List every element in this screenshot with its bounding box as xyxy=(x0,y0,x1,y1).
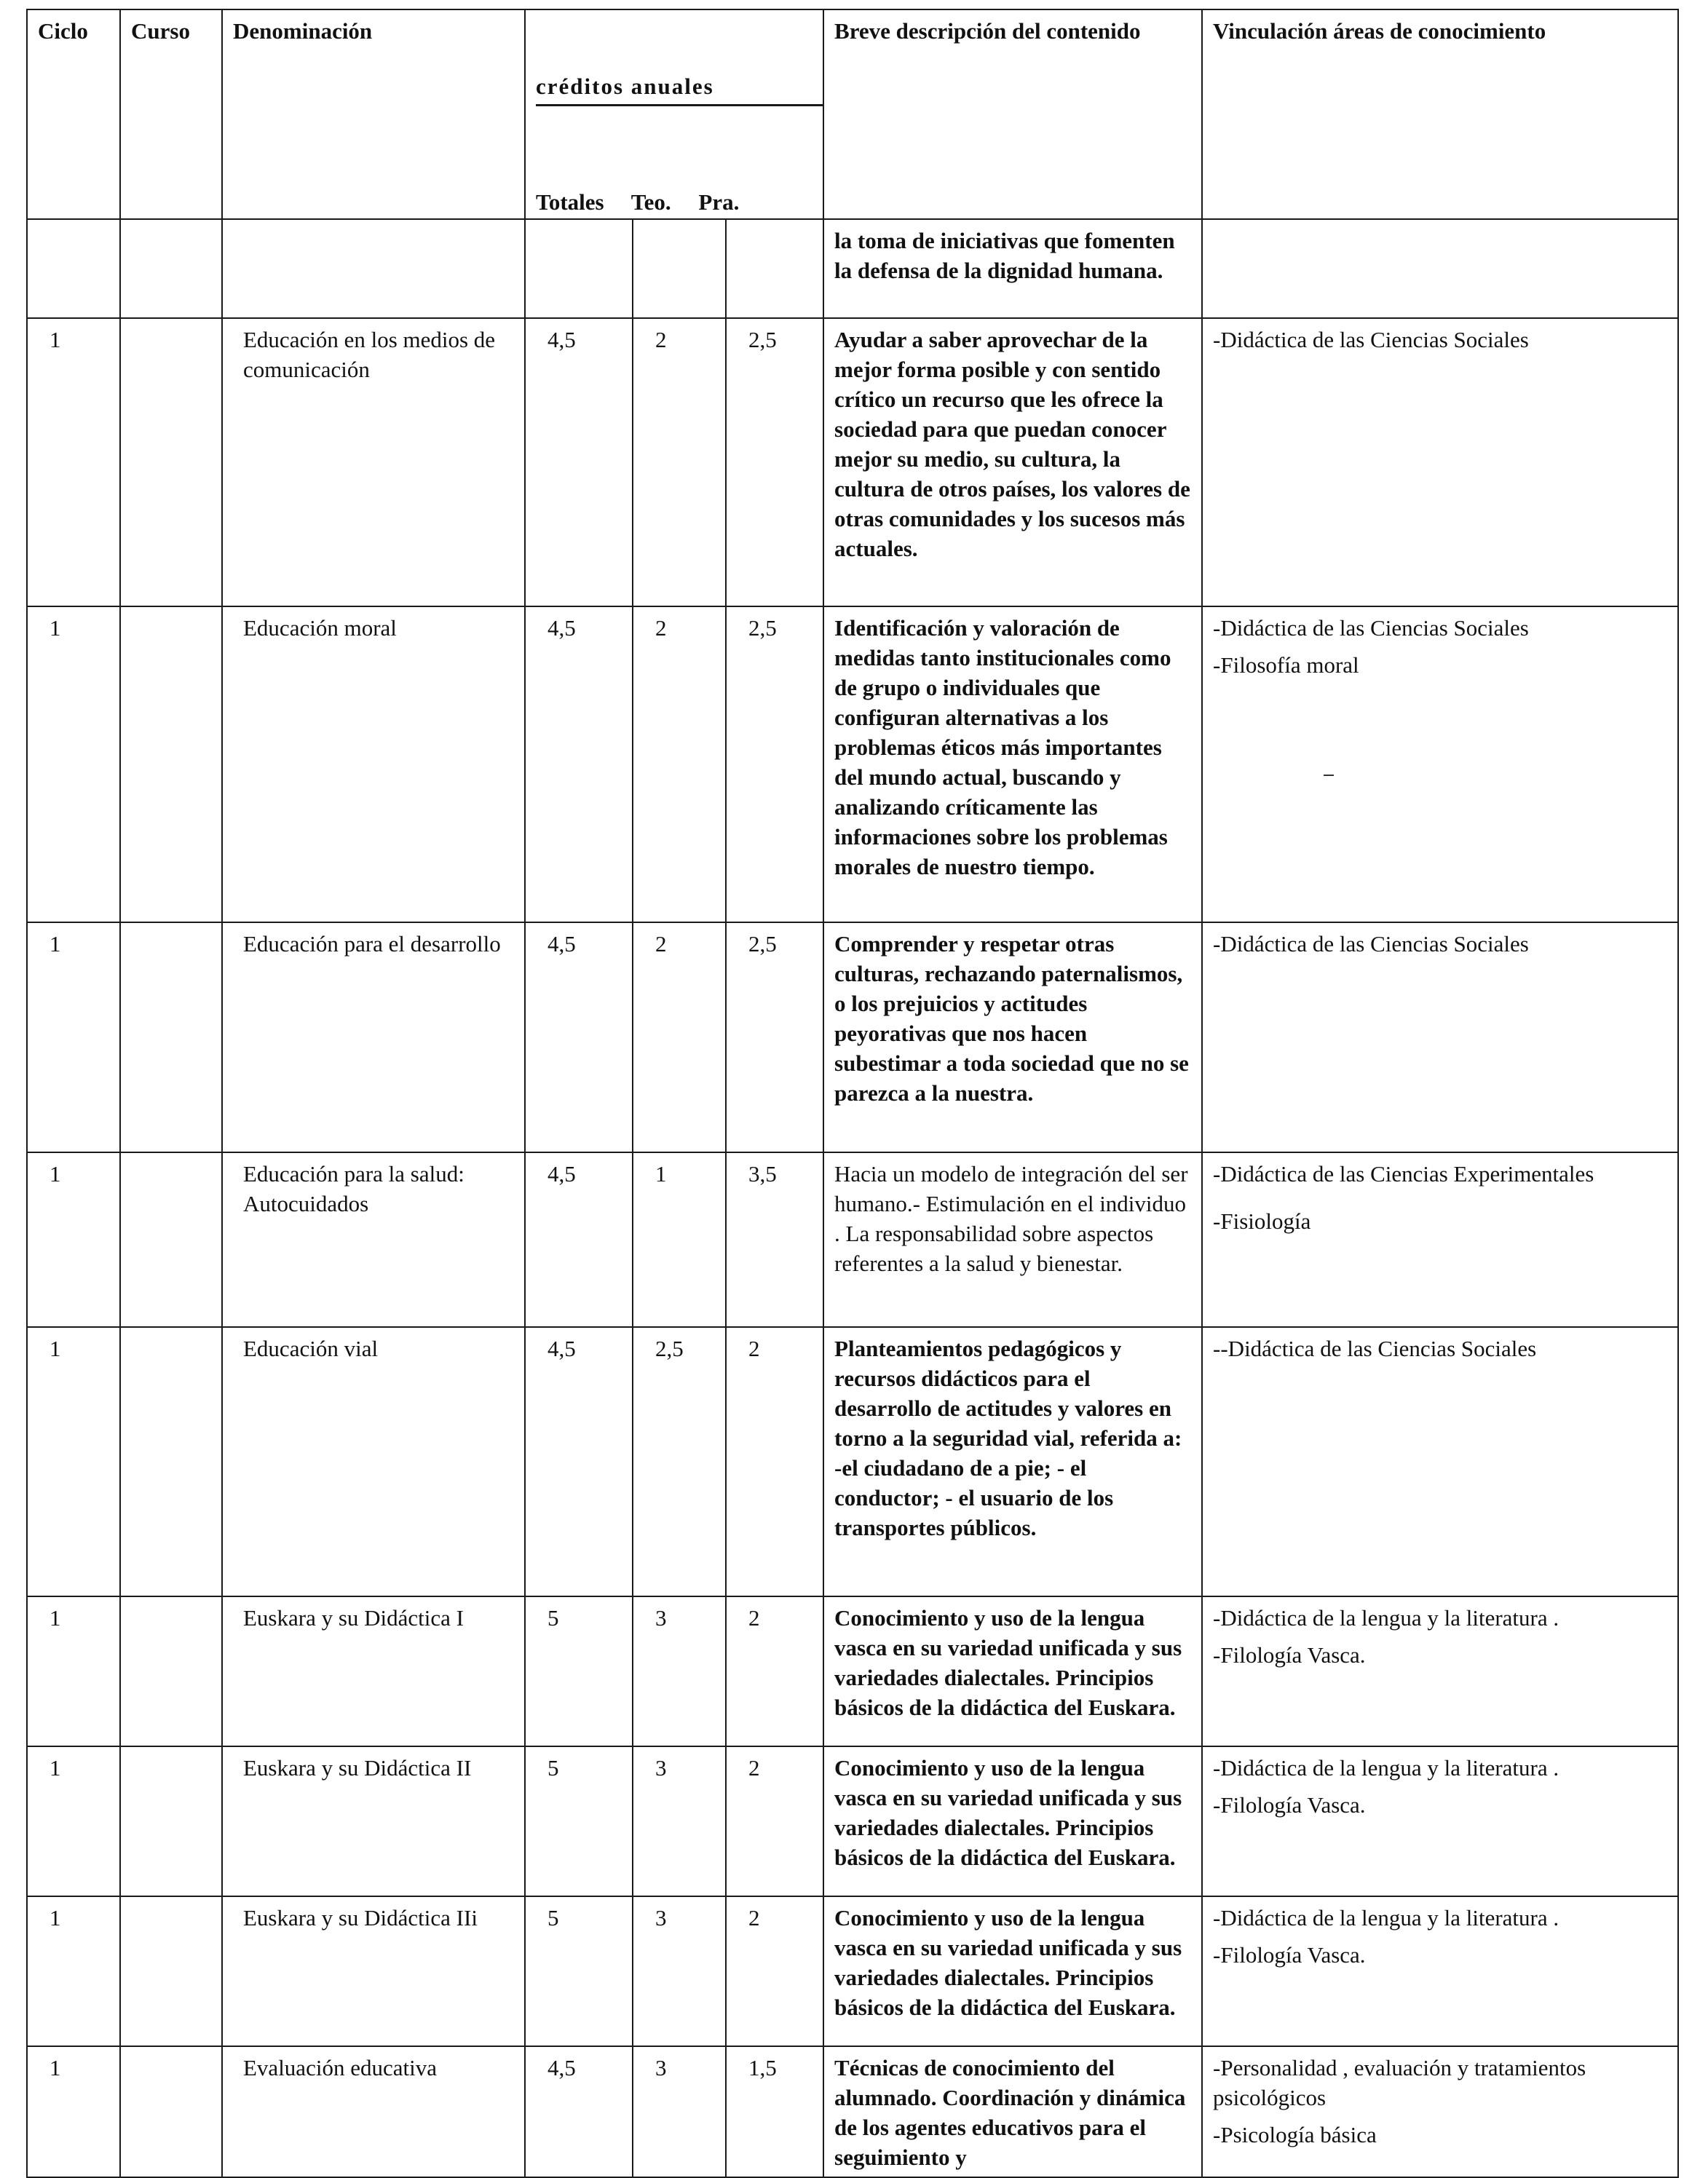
cell-pra: 2 xyxy=(726,1896,823,2046)
header-teo: Teo. xyxy=(630,189,671,215)
cell-pra: 2 xyxy=(726,1327,823,1596)
cell-totales: 4,5 xyxy=(525,2046,633,2177)
cell-descripcion: Identificación y valoración de medidas tanto institucionales como de grupo o individuales que configuran alternativas a los problemas éticos más importantes del mundo actual, buscando y analizando críticamente las informaciones sobre los problemas morales de nuestro tiempo. xyxy=(823,606,1202,922)
cell-vinculacion xyxy=(1202,2046,1678,2177)
vinculacion-item: -Didáctica de la lengua y la literatura . xyxy=(1213,1605,1559,1631)
table-row xyxy=(27,1152,1678,1327)
cell-descripcion: Conocimiento y uso de la lengua vasca en su variedad unificada y sus variedades dialectales. Principios básicos de la didáctica del Euskara. xyxy=(823,1896,1202,2046)
cell-pra xyxy=(726,219,823,318)
vinculacion-item: -Filología Vasca. xyxy=(1213,1792,1366,1818)
cell-pra: 2,5 xyxy=(726,922,823,1152)
cell-pra: 2,5 xyxy=(726,606,823,922)
cell-vinculacion xyxy=(1202,1896,1678,2046)
cell-curso xyxy=(120,606,222,922)
cell-vinculacion xyxy=(1202,1327,1678,1596)
cell-curso xyxy=(120,1152,222,1327)
vinculacion-item: --Didáctica de las Ciencias Sociales xyxy=(1213,1336,1537,1361)
cell-teo: 3 xyxy=(633,1596,726,1746)
cell-totales: 5 xyxy=(525,1896,633,2046)
cell-teo: 2 xyxy=(633,318,726,606)
cell-denominacion: Euskara y su Didáctica IIi xyxy=(222,1896,525,2046)
cell-teo: 2 xyxy=(633,922,726,1152)
cell-denominacion xyxy=(222,219,525,318)
cell-totales: 4,5 xyxy=(525,922,633,1152)
cell-totales: 4,5 xyxy=(525,606,633,922)
cell-teo xyxy=(633,219,726,318)
cell-denominacion: Evaluación educativa xyxy=(222,2046,525,2177)
cell-pra: 2,5 xyxy=(726,318,823,606)
vinculacion-item: -Didáctica de la lengua y la literatura . xyxy=(1213,1905,1559,1930)
cell-ciclo: 1 xyxy=(27,318,120,606)
vinculacion-item: -Didáctica de las Ciencias Sociales xyxy=(1213,327,1529,352)
table-row xyxy=(27,318,1678,606)
vinculacion-item: -Didáctica de las Ciencias Experimentales xyxy=(1213,1161,1594,1187)
header-curso: Curso xyxy=(120,9,222,219)
table-row xyxy=(27,922,1678,1152)
header-descripcion: Breve descripción del contenido xyxy=(823,9,1202,219)
cell-pra: 2 xyxy=(726,1596,823,1746)
table-header-row xyxy=(27,9,1678,219)
table-row xyxy=(27,1596,1678,1746)
cell-denominacion: Educación para la salud: Autocuidados xyxy=(222,1152,525,1327)
cell-ciclo: 1 xyxy=(27,1896,120,2046)
cell-ciclo: 1 xyxy=(27,1746,120,1896)
cell-ciclo: 1 xyxy=(27,922,120,1152)
cell-vinculacion xyxy=(1202,1152,1678,1327)
vinculacion-item: -Psicología básica xyxy=(1213,2122,1377,2147)
study-plan-table xyxy=(26,9,1679,2178)
cell-descripcion: Conocimiento y uso de la lengua vasca en su variedad unificada y sus variedades dialectales. Principios básicos de la didáctica del Euskara. xyxy=(823,1746,1202,1896)
cell-totales: 4,5 xyxy=(525,1327,633,1596)
table-row xyxy=(27,219,1678,318)
vinculacion-item: -Personalidad , evaluación y tratamientos psicológicos xyxy=(1213,2055,1586,2110)
cell-totales: 5 xyxy=(525,1596,633,1746)
cell-descripcion: Comprender y respetar otras culturas, rechazando paternalismos, o los prejuicios y actitudes peyorativas que nos hacen subestimar a toda sociedad que no se parezca a la nuestra. xyxy=(823,922,1202,1152)
vinculacion-item: -Didáctica de la lengua y la literatura . xyxy=(1213,1755,1559,1781)
header-denominacion: Denominación xyxy=(222,9,525,219)
cell-descripcion: Planteamientos pedagógicos y recursos didácticos para el desarrollo de actitudes y valores en torno a la seguridad vial, referida a: -el ciudadano de a pie; - el conductor; - el usuario de los transportes públicos. xyxy=(823,1327,1202,1596)
cell-curso xyxy=(120,1896,222,2046)
stray-dash-mark xyxy=(1324,775,1334,776)
vinculacion-item: -Filosofía moral xyxy=(1213,652,1359,678)
cell-denominacion: Educación vial xyxy=(222,1327,525,1596)
cell-teo: 1 xyxy=(633,1152,726,1327)
cell-curso xyxy=(120,1327,222,1596)
cell-ciclo: 1 xyxy=(27,1152,120,1327)
cell-totales: 4,5 xyxy=(525,1152,633,1327)
cell-totales: 4,5 xyxy=(525,318,633,606)
cell-vinculacion xyxy=(1202,1746,1678,1896)
cell-curso xyxy=(120,1596,222,1746)
cell-ciclo xyxy=(27,219,120,318)
cell-totales: 5 xyxy=(525,1746,633,1896)
cell-teo: 3 xyxy=(633,1896,726,2046)
header-totales: Totales xyxy=(536,189,604,215)
cell-vinculacion xyxy=(1202,1596,1678,1746)
cell-pra: 1,5 xyxy=(726,2046,823,2177)
cell-curso xyxy=(120,922,222,1152)
vinculacion-item: -Filología Vasca. xyxy=(1213,1942,1366,1968)
cell-ciclo: 1 xyxy=(27,2046,120,2177)
cell-pra: 3,5 xyxy=(726,1152,823,1327)
vinculacion-item: -Didáctica de las Ciencias Sociales xyxy=(1213,615,1529,641)
cell-curso xyxy=(120,318,222,606)
cell-curso xyxy=(120,1746,222,1896)
cell-denominacion: Euskara y su Didáctica II xyxy=(222,1746,525,1896)
table-row xyxy=(27,1746,1678,1896)
cell-curso xyxy=(120,2046,222,2177)
cell-denominacion: Educación para el desarrollo xyxy=(222,922,525,1152)
header-creditos-anuales: créditos anuales xyxy=(536,71,823,106)
cell-ciclo: 1 xyxy=(27,1596,120,1746)
cell-vinculacion xyxy=(1202,318,1678,606)
cell-teo: 2,5 xyxy=(633,1327,726,1596)
cell-descripcion: la toma de iniciativas que fomenten la defensa de la dignidad humana. xyxy=(823,219,1202,318)
cell-vinculacion xyxy=(1202,922,1678,1152)
cell-denominacion: Educación moral xyxy=(222,606,525,922)
header-ciclo: Ciclo xyxy=(27,9,120,219)
cell-pra: 2 xyxy=(726,1746,823,1896)
cell-totales xyxy=(525,219,633,318)
table-row xyxy=(27,1327,1678,1596)
cell-teo: 3 xyxy=(633,1746,726,1896)
header-credit-subcolumns xyxy=(536,187,761,217)
cell-teo: 2 xyxy=(633,606,726,922)
cell-descripcion: Conocimiento y uso de la lengua vasca en su variedad unificada y sus variedades dialectales. Principios básicos de la didáctica del Euskara. xyxy=(823,1596,1202,1746)
cell-vinculacion xyxy=(1202,606,1678,922)
header-vinculacion: Vinculación áreas de conocimiento xyxy=(1202,9,1678,219)
cell-ciclo: 1 xyxy=(27,1327,120,1596)
cell-descripcion: Hacia un modelo de integración del ser humano.- Estimulación en el individuo . La responsabilidad sobre aspectos referentes a la salud y bienestar. xyxy=(823,1152,1202,1327)
cell-teo: 3 xyxy=(633,2046,726,2177)
table-row xyxy=(27,2046,1678,2177)
table-row xyxy=(27,606,1678,922)
cell-descripcion: Técnicas de conocimiento del alumnado. Coordinación y dinámica de los agentes educativos para el seguimiento y xyxy=(823,2046,1202,2177)
cell-vinculacion xyxy=(1202,219,1678,318)
cell-curso xyxy=(120,219,222,318)
cell-descripcion: Ayudar a saber aprovechar de la mejor forma posible y con sentido crítico un recurso que les ofrece la sociedad para que puedan conocer mejor su medio, su cultura, la cultura de otros países, los valores de otras comunidades y los sucesos más actuales. xyxy=(823,318,1202,606)
cell-denominacion: Euskara y su Didáctica I xyxy=(222,1596,525,1746)
vinculacion-item: -Filología Vasca. xyxy=(1213,1642,1366,1668)
vinculacion-item: -Fisiología xyxy=(1213,1208,1311,1234)
cell-denominacion: Educación en los medios de comunicación xyxy=(222,318,525,606)
cell-ciclo: 1 xyxy=(27,606,120,922)
table-row xyxy=(27,1896,1678,2046)
header-creditos xyxy=(525,9,823,219)
header-pra: Pra. xyxy=(698,189,740,215)
vinculacion-item: -Didáctica de las Ciencias Sociales xyxy=(1213,931,1529,957)
